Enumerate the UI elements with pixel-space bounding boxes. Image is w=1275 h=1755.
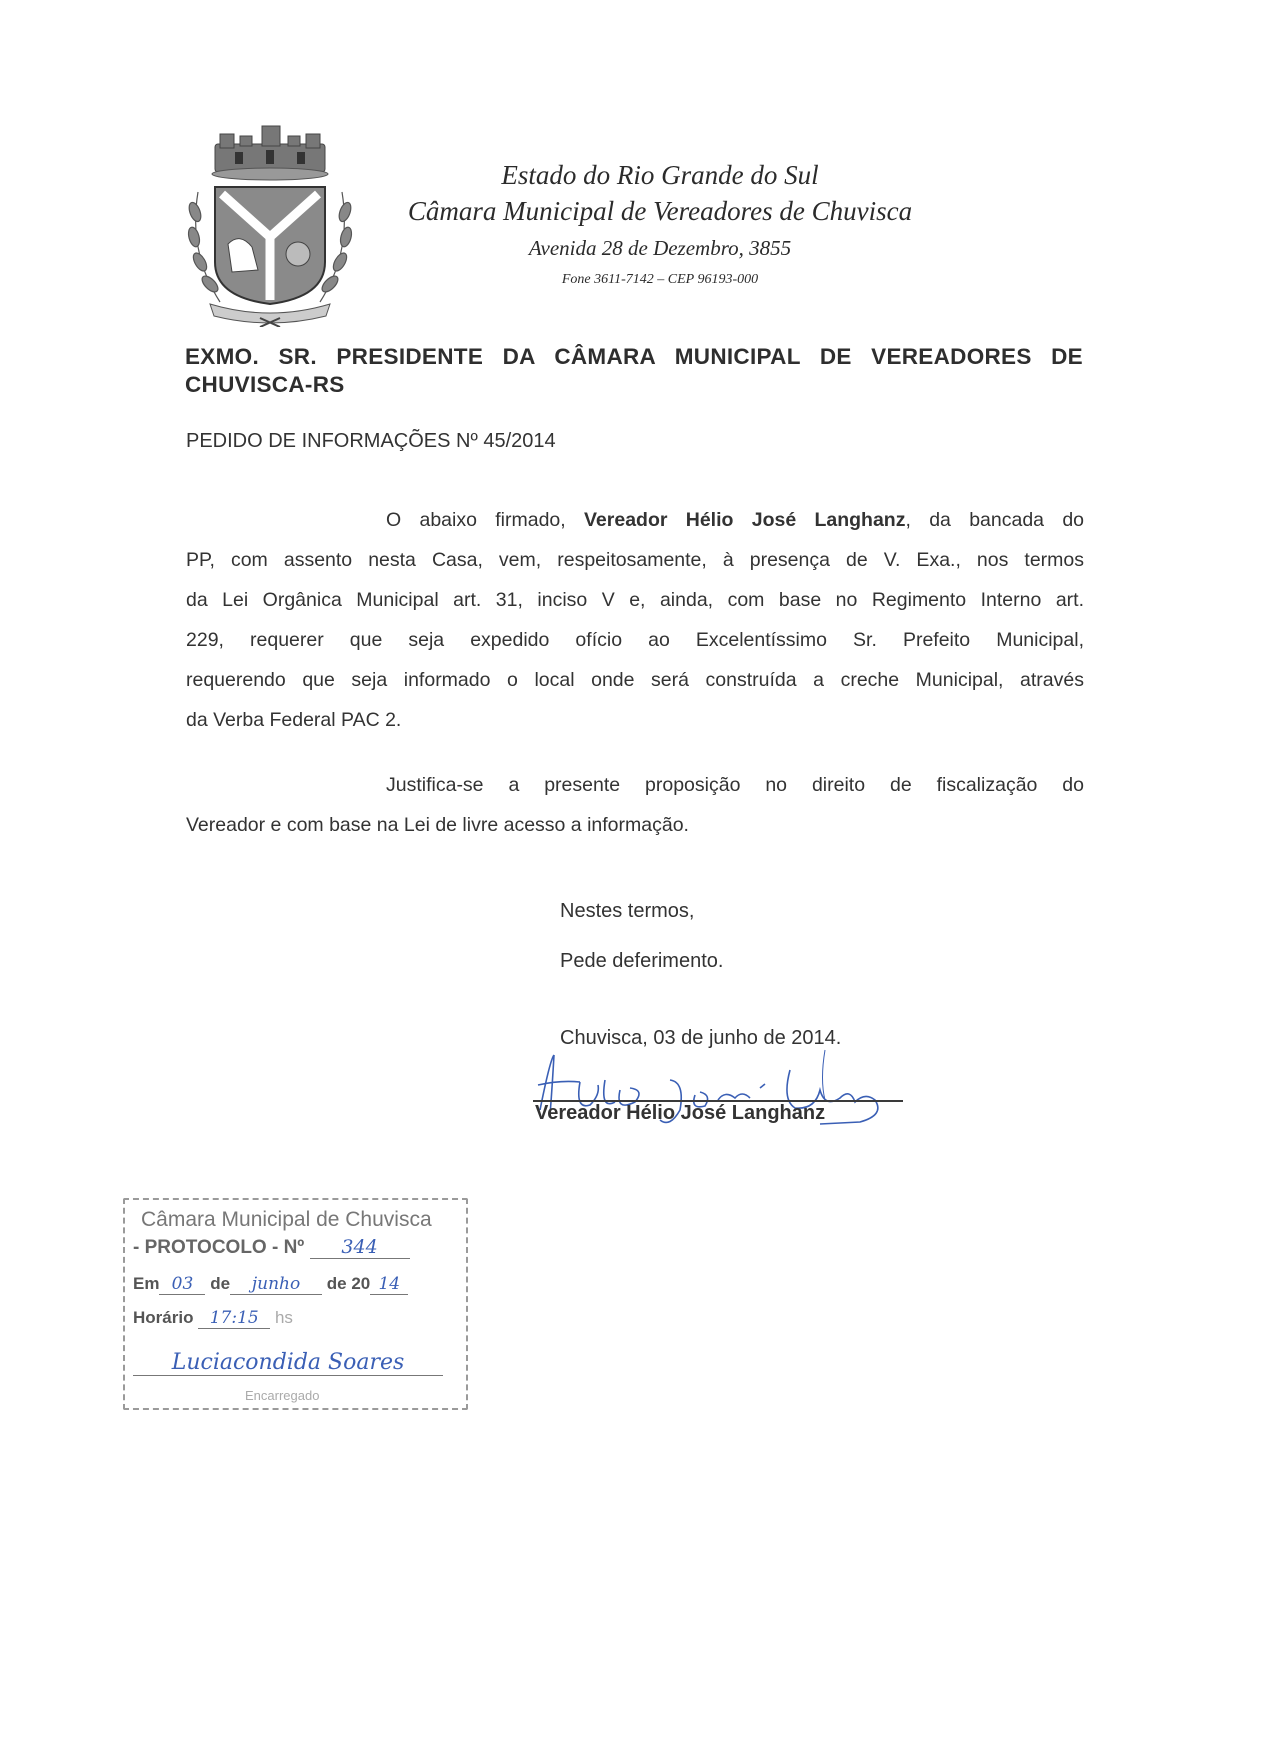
date-em-label: Em (133, 1274, 160, 1293)
letterhead-state: Estado do Rio Grande do Sul (501, 160, 819, 190)
clerk-label: Encarregado (245, 1388, 320, 1403)
letterhead-contact: Fone 3611-7142 – CEP 96193-000 (561, 272, 759, 287)
paragraph-intro: O abaixo firmado, (386, 509, 584, 531)
paragraph-line (186, 500, 1084, 540)
stamp-day: 03 (159, 1274, 205, 1295)
addressee-line-1: EXMO. SR. PRESIDENTE DA CÂMARA MUNICIPAL DE VEREADORES DE (185, 344, 1083, 369)
request-paragraph (186, 500, 1084, 740)
paragraph-line: Justifica-se a presente proposição no direito de fiscalização do (386, 774, 1084, 796)
stamp-year: 14 (370, 1274, 408, 1295)
addressee-heading (185, 343, 1085, 399)
paragraph-line: da Lei Orgânica Municipal art. 31, inciso V e, ainda, com base no Regimento Interno art. (186, 589, 1084, 611)
paragraph-line: requerendo que seja informado o local onde será construída a creche Municipal, através (186, 669, 1084, 691)
time-unit: hs (274, 1308, 293, 1327)
paragraph-after-name: , da bancada do (905, 509, 1085, 531)
clerk-signature: Luciacondida Soares (133, 1350, 443, 1376)
date-year-prefix: de 20 (326, 1274, 371, 1293)
time-label: Horário (133, 1308, 194, 1327)
paragraph-line: Vereador e com base na Lei de livre acesso a informação. (186, 814, 689, 836)
protocol-label: - PROTOCOLO - Nº (133, 1237, 305, 1258)
letterhead-address: Avenida 28 de Dezembro, 3855 (528, 236, 792, 260)
councillor-name: Vereador Hélio José Langhanz (583, 509, 906, 531)
stamp-clerk-row (133, 1350, 443, 1376)
date-de-label: de (210, 1274, 231, 1293)
stamp-date-row (133, 1274, 408, 1295)
paragraph-line: da Verba Federal PAC 2. (186, 709, 402, 731)
municipal-crest-logo (180, 122, 360, 327)
letterhead-chamber: Câmara Municipal de Vereadores de Chuvisca (407, 196, 913, 226)
closing-request: Pede deferimento. (560, 950, 724, 972)
paragraph-line: PP, com assento nesta Casa, vem, respeitosamente, à presença de V. Exa., nos termos (186, 549, 1084, 571)
justification-paragraph (186, 765, 1084, 845)
stamp-month: junho (230, 1274, 322, 1295)
stamp-title: Câmara Municipal de Chuvisca (141, 1208, 432, 1231)
addressee-line-2: CHUVISCA-RS (185, 372, 345, 397)
paragraph-line: 229, requerer que seja expedido ofício ao Excelentíssimo Sr. Prefeito Municipal, (186, 629, 1084, 651)
request-number: PEDIDO DE INFORMAÇÕES Nº 45/2014 (186, 430, 556, 452)
place-date: Chuvisca, 03 de junho de 2014. (560, 1027, 842, 1049)
protocol-number: 344 (310, 1236, 410, 1259)
stamp-time-row (133, 1308, 293, 1329)
closing-terms: Nestes termos, (560, 900, 695, 922)
protocol-stamp (123, 1198, 468, 1410)
stamp-protocol (133, 1236, 410, 1259)
signer-name: Vereador Hélio José Langhanz (535, 1102, 826, 1124)
stamp-time: 17:15 (198, 1308, 270, 1329)
